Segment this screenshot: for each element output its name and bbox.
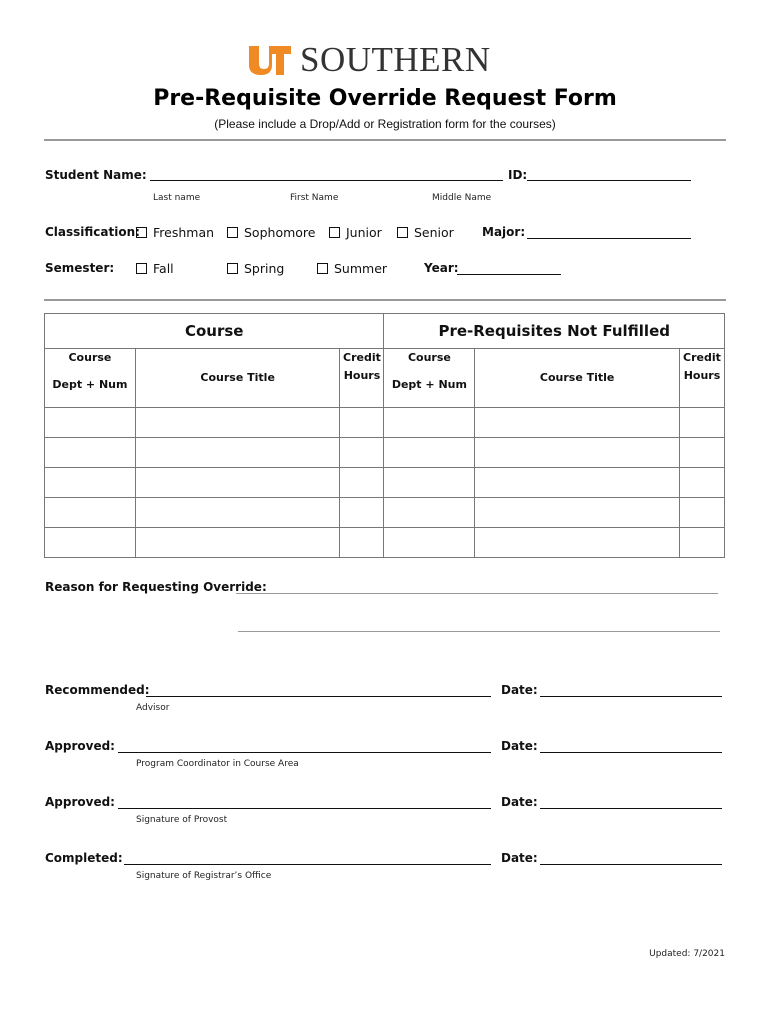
page-title: Pre-Requisite Override Request Form [153, 86, 617, 111]
major-label: Major: [482, 225, 526, 239]
table-cell[interactable] [475, 498, 680, 528]
table-cell[interactable] [340, 438, 384, 468]
checkbox-icon [227, 263, 238, 274]
course-title-header: Course Title [135, 349, 340, 408]
table-cell[interactable] [135, 408, 340, 438]
table-cell[interactable] [679, 498, 724, 528]
date-label: Date: [501, 739, 538, 753]
reason-field-line-1[interactable] [236, 593, 718, 594]
course-table [44, 313, 725, 558]
prereq-dept-num-header: Course Dept + Num [384, 349, 475, 408]
date-label: Date: [501, 683, 538, 697]
year-label: Year: [424, 261, 459, 275]
table-cell[interactable] [135, 438, 340, 468]
table-cell[interactable] [384, 408, 475, 438]
table-cell[interactable] [340, 408, 384, 438]
checkbox-icon [397, 227, 408, 238]
table-cell[interactable] [679, 438, 724, 468]
freshman-checkbox[interactable]: Freshman [136, 225, 214, 240]
date-label: Date: [501, 795, 538, 809]
section-divider [44, 299, 726, 301]
page-subtitle: (Please include a Drop/Add or Registration form for the courses) [214, 117, 556, 131]
coordinator-signature-field[interactable] [118, 752, 491, 753]
table-cell[interactable] [45, 438, 136, 468]
table-row [45, 498, 725, 528]
date-field[interactable] [540, 864, 722, 865]
advisor-signature-field[interactable] [146, 696, 491, 697]
table-cell[interactable] [475, 438, 680, 468]
id-label: ID: [508, 168, 528, 182]
course-group-header: Course [45, 314, 384, 349]
updated-date: Updated: 7/2021 [649, 949, 725, 959]
table-cell[interactable] [45, 528, 136, 558]
coordinator-caption: Program Coordinator in Course Area [136, 759, 299, 769]
recommended-label: Recommended: [45, 683, 150, 697]
table-cell[interactable] [45, 468, 136, 498]
table-cell[interactable] [384, 438, 475, 468]
prereq-group-header: Pre-Requisites Not Fulfilled [384, 314, 725, 349]
table-cell[interactable] [679, 528, 724, 558]
table-row [45, 408, 725, 438]
advisor-caption: Advisor [136, 703, 170, 713]
table-cell[interactable] [340, 498, 384, 528]
checkbox-icon [329, 227, 340, 238]
semester-label: Semester: [45, 261, 115, 275]
date-field[interactable] [540, 696, 722, 697]
logo-text: SOUTHERN [300, 40, 491, 79]
prereq-credit-hours-header: Credit Hours [679, 349, 724, 408]
table-cell[interactable] [679, 468, 724, 498]
first-name-caption: First Name [290, 193, 339, 203]
approved-label: Approved: [45, 795, 115, 809]
prereq-title-header: Course Title [475, 349, 680, 408]
last-name-caption: Last name [153, 193, 201, 203]
fall-checkbox[interactable]: Fall [136, 261, 174, 276]
approved-label: Approved: [45, 739, 115, 753]
table-cell[interactable] [340, 468, 384, 498]
table-row [45, 468, 725, 498]
table-cell[interactable] [45, 408, 136, 438]
table-cell[interactable] [384, 498, 475, 528]
table-row [45, 438, 725, 468]
provost-signature-field[interactable] [118, 808, 491, 809]
registrar-signature-field[interactable] [124, 864, 491, 865]
summer-checkbox[interactable]: Summer [317, 261, 387, 276]
major-field[interactable] [527, 238, 691, 239]
table-cell[interactable] [135, 528, 340, 558]
checkbox-icon [317, 263, 328, 274]
spring-checkbox[interactable]: Spring [227, 261, 284, 276]
checkbox-icon [136, 263, 147, 274]
checkbox-icon [227, 227, 238, 238]
table-cell[interactable] [475, 528, 680, 558]
table-cell[interactable] [475, 468, 680, 498]
header-divider [44, 139, 726, 141]
student-name-field[interactable] [150, 180, 503, 181]
date-field[interactable] [540, 808, 722, 809]
student-name-label: Student Name: [45, 168, 147, 182]
provost-caption: Signature of Provost [136, 815, 228, 825]
date-field[interactable] [540, 752, 722, 753]
reason-label: Reason for Requesting Override: [45, 580, 267, 594]
table-cell[interactable] [135, 468, 340, 498]
classification-label: Classification: [45, 225, 140, 239]
table-cell[interactable] [384, 468, 475, 498]
junior-checkbox[interactable]: Junior [329, 225, 382, 240]
table-cell[interactable] [45, 498, 136, 528]
table-cell[interactable] [340, 528, 384, 558]
ut-logo-mark [248, 44, 292, 76]
table-cell[interactable] [384, 528, 475, 558]
logo [248, 40, 491, 80]
year-field[interactable] [457, 274, 561, 275]
table-cell[interactable] [475, 408, 680, 438]
sophomore-checkbox[interactable]: Sophomore [227, 225, 315, 240]
table-row [45, 528, 725, 558]
middle-name-caption: Middle Name [432, 193, 492, 203]
reason-field-line-2[interactable] [238, 631, 720, 632]
table-cell[interactable] [679, 408, 724, 438]
checkbox-icon [136, 227, 147, 238]
course-dept-num-header: Course Dept + Num [45, 349, 136, 408]
table-cell[interactable] [135, 498, 340, 528]
senior-checkbox[interactable]: Senior [397, 225, 454, 240]
registrar-caption: Signature of Registrar’s Office [136, 871, 272, 881]
completed-label: Completed: [45, 851, 123, 865]
id-field[interactable] [527, 180, 691, 181]
date-label: Date: [501, 851, 538, 865]
credit-hours-header: Credit Hours [340, 349, 384, 408]
